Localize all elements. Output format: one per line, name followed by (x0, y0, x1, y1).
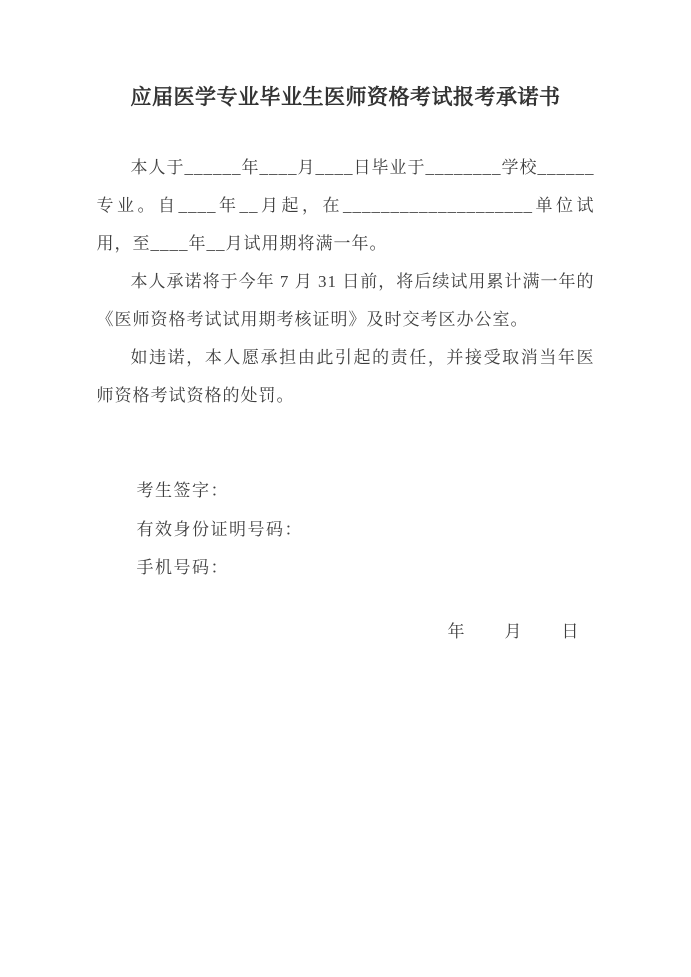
paragraph-penalty: 如违诺，本人愿承担由此引起的责任，并接受取消当年医师资格考试资格的处罚。 (96, 348, 595, 405)
document-content (97, 82, 595, 643)
paragraph-graduation-info: 本人于______年____月____日毕业于________学校______专业。自____年__月起，在____________________单位试用，至____年__月试用期将满一年。 (96, 158, 595, 253)
date-line: 年 月 日 (447, 621, 581, 641)
candidate-signature-label: 考生签字： (136, 481, 229, 500)
id-number-label: 有效身份证明号码： (136, 519, 303, 539)
signature-block (97, 472, 595, 588)
phone-number-label: 手机号码： (136, 558, 229, 577)
document-title: 应届医学专业毕业生医师资格考试报考承诺书 (130, 85, 561, 109)
paragraph-commitment: 本人承诺将于今年 7 月 31 日前，将后续试用累计满一年的《医师资格考试试用期考核证明》及时交考区办公室。 (96, 272, 595, 329)
